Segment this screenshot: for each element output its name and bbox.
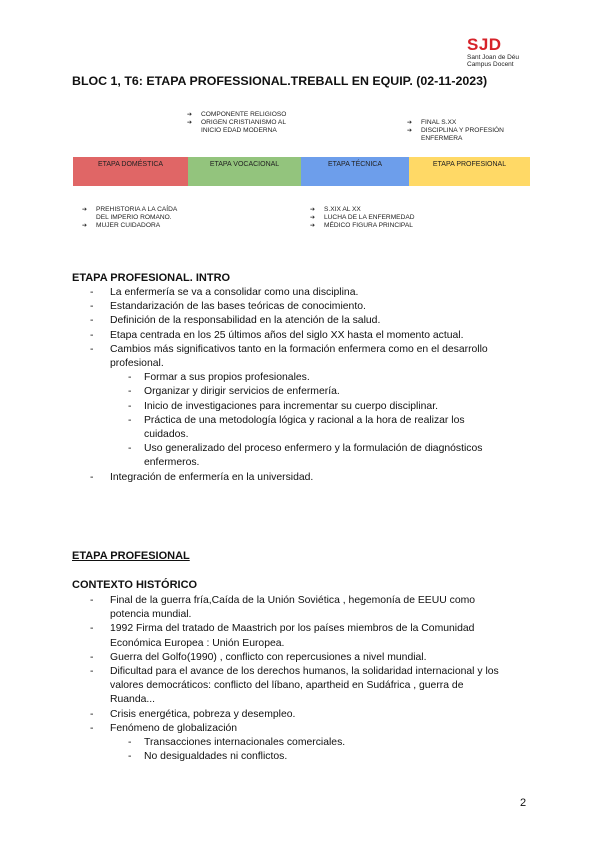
list-item-continuation: Económica Europea : Unión Europea. xyxy=(110,637,285,649)
page-title: BLOC 1, T6: ETAPA PROFESSIONAL.TREBALL EN EQUIP. (02-11-2023) xyxy=(72,74,488,88)
list-item: - 1992 Firma del tratado de Maastrich por los países miembros de la Comunidad xyxy=(72,622,542,636)
timeline-label: ➔ MÉDICO FIGURA PRINCIPAL xyxy=(310,222,415,230)
list-item-continuation: profesional. xyxy=(110,358,164,370)
sub-list-item: - No desigualdades ni conflictos. xyxy=(72,750,542,764)
list-item: - Guerra del Golfo(1990) , conflicto con repercusiones a nivel mundial. xyxy=(72,651,542,665)
list-item: - Etapa centrada en los 25 últimos años del siglo XX hasta el momento actual. xyxy=(72,329,542,343)
list-item: - Integración de enfermería en la universidad. xyxy=(72,471,542,485)
timeline-label: ➔ ORIGEN CRISTIANISMO AL xyxy=(187,119,286,127)
subheading-contexto: CONTEXTO HISTÓRICO xyxy=(72,579,198,591)
sjd-logo xyxy=(467,36,547,68)
sub-list-item-continuation: enfermeros. xyxy=(144,457,200,469)
timeline-label: ENFERMERA xyxy=(421,135,463,142)
list-item: - Estandarización de las bases teóricas de conocimiento. xyxy=(72,300,542,314)
logo-text: SJD xyxy=(467,35,502,54)
timeline-label: ➔ MUJER CUIDADORA xyxy=(82,222,177,230)
timeline-label: ➔ LUCHA DE LA ENFERMEDAD xyxy=(310,214,415,222)
timeline-top-right xyxy=(407,119,504,143)
sub-list-item: - Inicio de investigaciones para incrementar su cuerpo disciplinar. xyxy=(72,400,542,414)
timeline-label: ➔ FINAL S.XX xyxy=(407,119,504,127)
sub-list-item: - Formar a sus propios profesionales. xyxy=(72,371,542,385)
logo-subtitle-2: Campus Docent xyxy=(467,61,514,68)
section-heading-intro: ETAPA PROFESIONAL. INTRO xyxy=(72,272,231,284)
list-item-continuation: valores democráticos: conflicto del líbano, apartheid en Sudáfrica , guerra de xyxy=(110,680,464,692)
sub-list-item: - Práctica de una metodología lógica y racional a la hora de realizar los xyxy=(72,414,542,428)
timeline-label: ➔ COMPONENTE RELIGIOSO xyxy=(187,111,286,119)
list-item: - La enfermería se va a consolidar como una disciplina. xyxy=(72,286,542,300)
timeline-top-left xyxy=(187,111,286,135)
timeline-label: ➔ PREHISTORIA A LA CAÍDA xyxy=(82,206,177,214)
intro-list xyxy=(72,286,542,485)
list-item: - Crisis energética, pobreza y desempleo. xyxy=(72,708,542,722)
section-heading-profesional: ETAPA PROFESIONAL xyxy=(72,550,190,562)
stage-profesional: ETAPA PROFESIONAL xyxy=(409,157,530,186)
timeline-label: DEL IMPERIO ROMANO. xyxy=(96,214,172,221)
sub-list-item: - Organizar y dirigir servicios de enfermería. xyxy=(72,385,542,399)
timeline-bar xyxy=(73,157,530,186)
timeline-label: ➔ DISCIPLINA Y PROFESIÓN xyxy=(407,127,504,135)
stage-tecnica: ETAPA TÉCNICA xyxy=(301,157,409,186)
contexto-list xyxy=(72,594,542,764)
stage-vocacional: ETAPA VOCACIONAL xyxy=(188,157,301,186)
list-item: - Final de la guerra fría,Caída de la Unión Soviética , hegemonía de EEUU como xyxy=(72,594,542,608)
timeline-label: ➔ S.XIX AL XX xyxy=(310,206,415,214)
list-item: - Definición de la responsabilidad en la atención de la salud. xyxy=(72,314,542,328)
list-item: - Cambios más significativos tanto en la formación enfermera como en el desarrollo xyxy=(72,343,542,357)
timeline-bottom-right xyxy=(310,206,415,230)
list-item-continuation: potencia mundial. xyxy=(110,609,192,621)
page-number: 2 xyxy=(520,797,527,809)
timeline-bottom-left xyxy=(82,206,177,230)
stage-domestica: ETAPA DOMÉSTICA xyxy=(73,157,188,186)
timeline-label: INICIO EDAD MODERNA xyxy=(201,127,277,134)
sub-list-item: - Uso generalizado del proceso enfermero y la formulación de diagnósticos xyxy=(72,442,542,456)
list-item: - Fenómeno de globalización xyxy=(72,722,542,736)
sub-list-item: - Transacciones internacionales comerciales. xyxy=(72,736,542,750)
logo-subtitle-1: Sant Joan de Déu xyxy=(467,54,520,61)
list-item-continuation: Ruanda... xyxy=(110,694,156,706)
list-item: - Dificultad para el avance de los derechos humanos, la solidaridad internacional y los xyxy=(72,665,542,679)
sub-list-item-continuation: cuidados. xyxy=(144,429,189,441)
